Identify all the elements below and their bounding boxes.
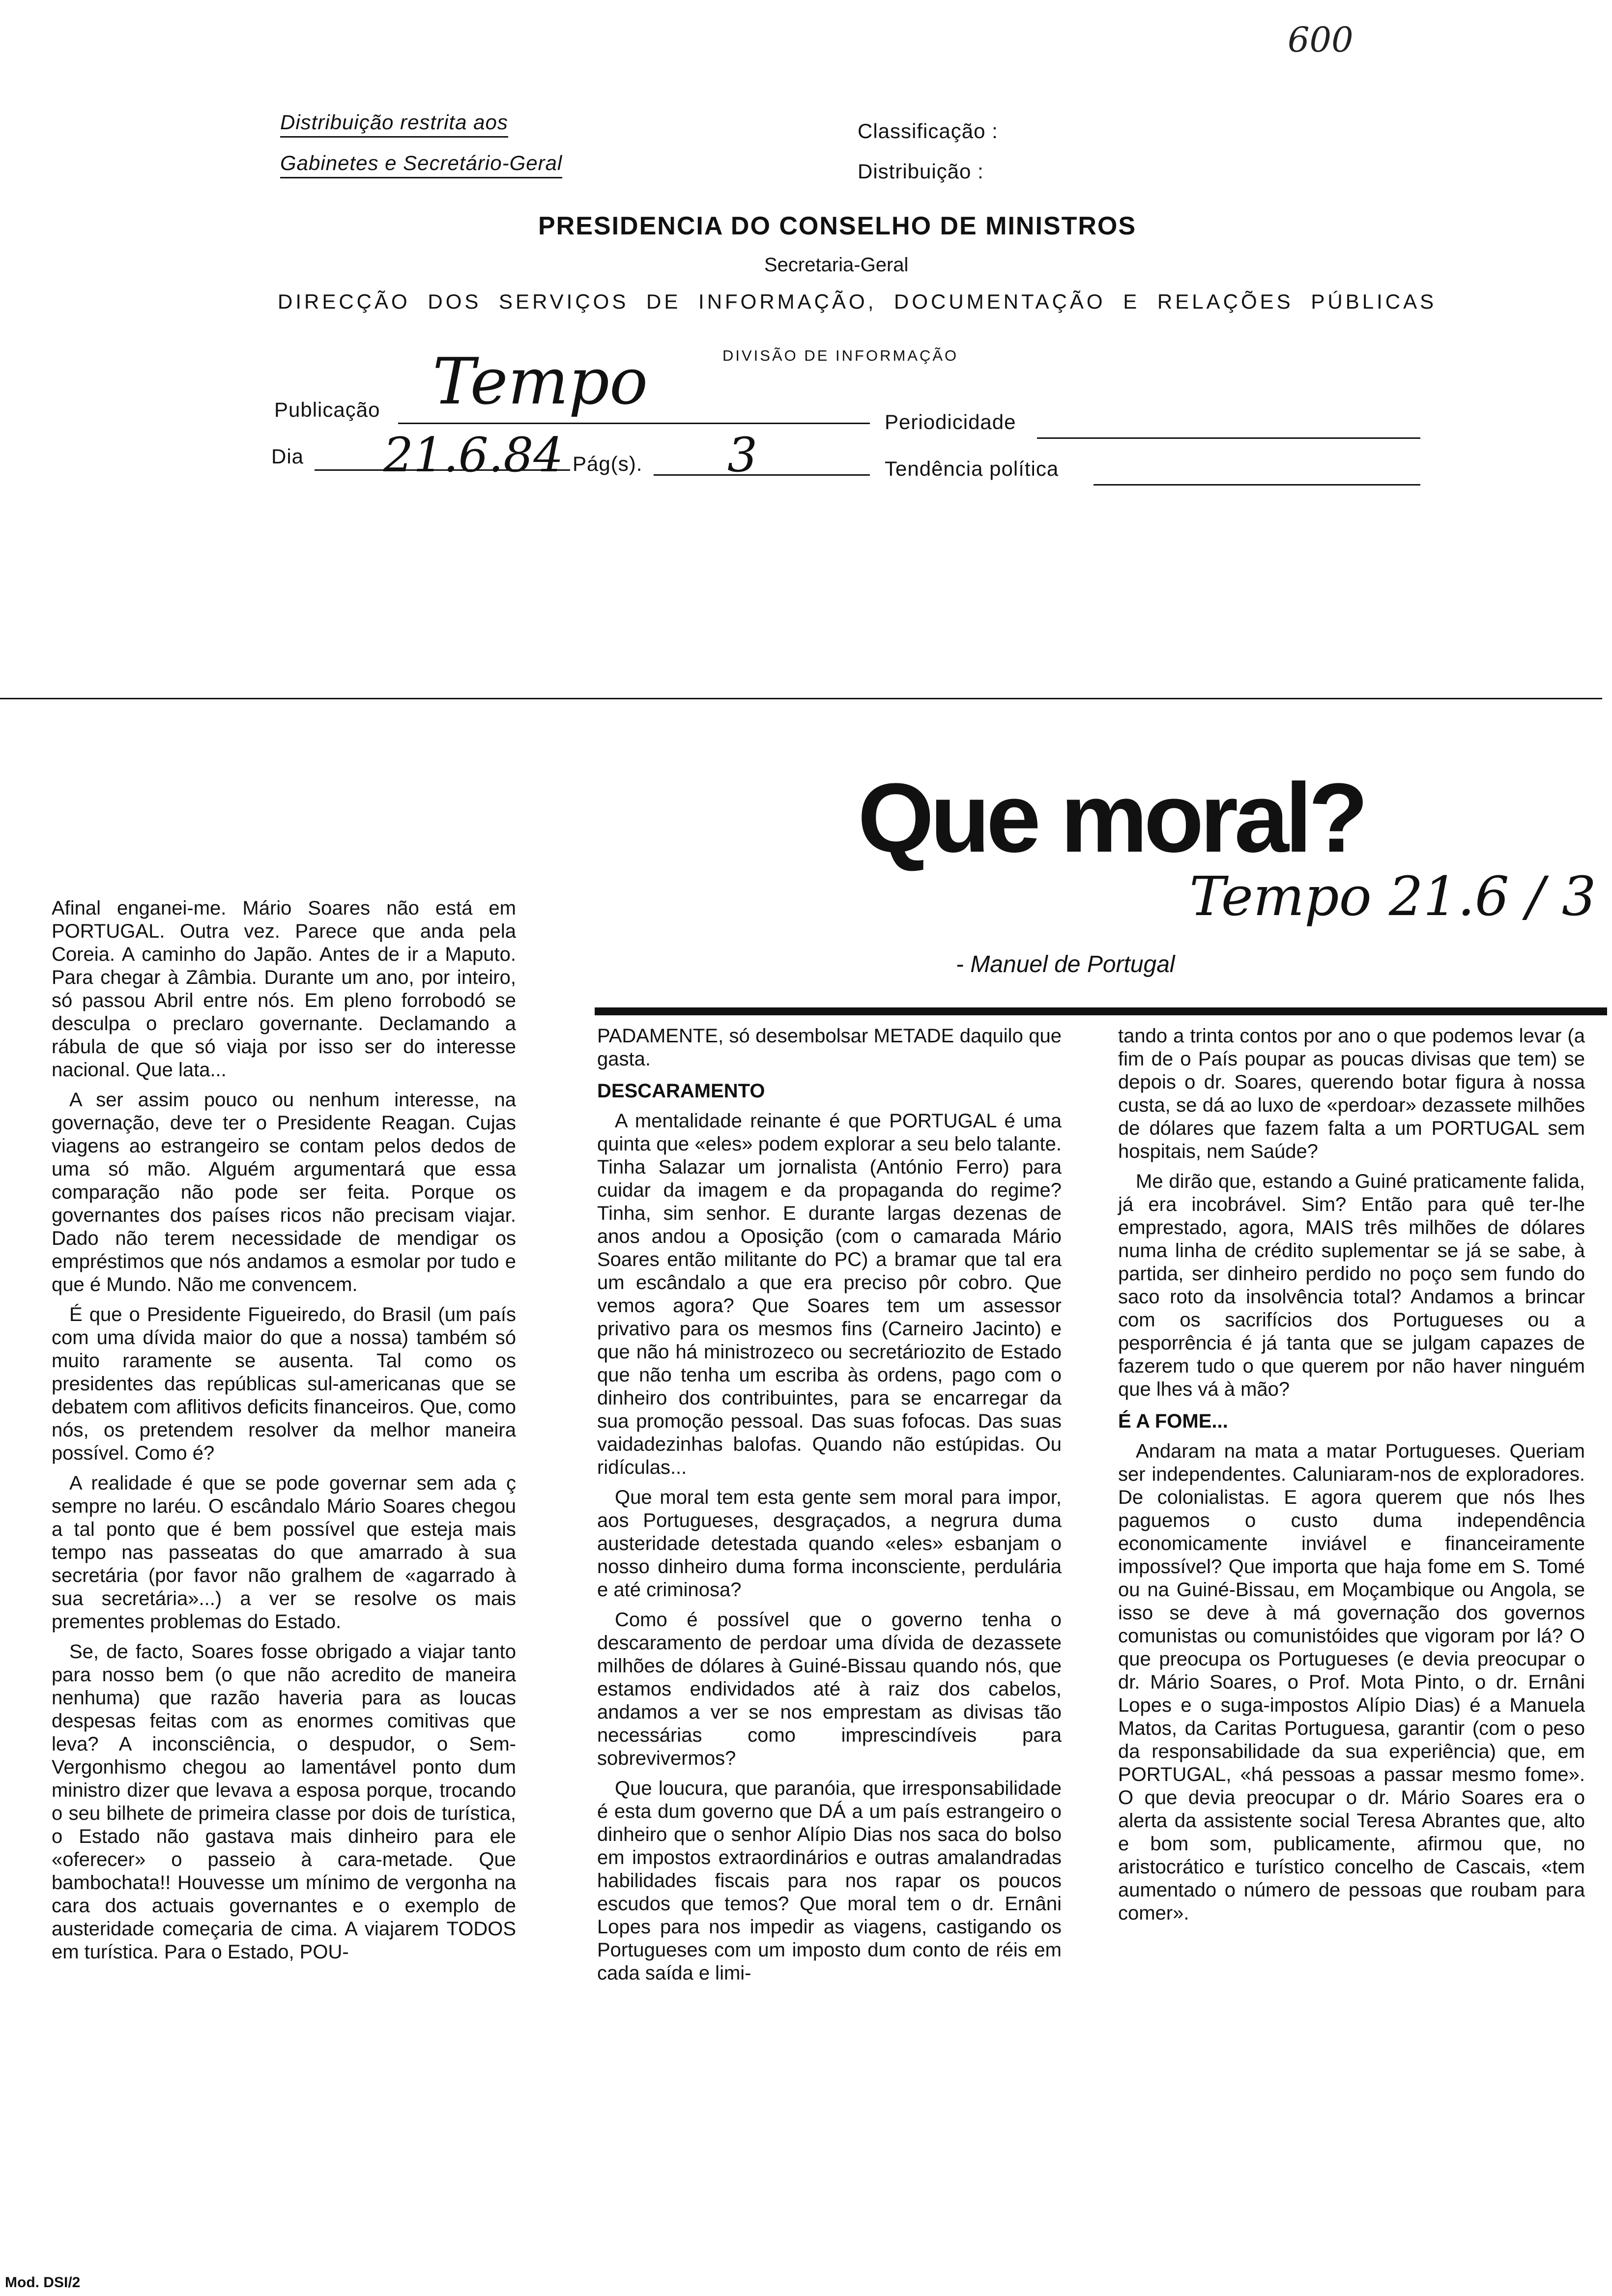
tendencia-label: Tendência política <box>885 457 1059 480</box>
column-2 <box>597 1025 1062 1992</box>
col2-paragraph: Que loucura, que paranóia, que irresponsabilidade é esta dum governo que DÁ a um país estrangeiro o dinheiro que o senhor Alípio Dias nos saca do bolso em impostos extraordinários e outras amalandradas habilidades fiscais para nos rapar os poucos escudos que temos? Que moral tem o dr. Ernâni Lopes para nos impedir as viagens, castigando os Portugueses com um imposto dum conto de réis em cada saída e limi- <box>597 1778 1062 1984</box>
col1-paragraph: É que o Presidente Figueiredo, do Brasil (um país com uma dívida maior do que a nossa) também só muito raramente se ausenta. Tal como os presidentes das repúblicas sul-americanas que se debatem com aflitivos deficits financeiros. Que, como nós, os pretendem resolver da melhor maneira possível. Como é? <box>52 1304 516 1464</box>
handwritten-ref: Tempo 21.6 / 3 <box>1189 865 1596 928</box>
col2-paragraph: A mentalidade reinante é que PORTUGAL é uma quinta que «eles» podem explorar a seu belo talante. Tinha Salazar um jornalista (António Ferro) para cuidar da imagem e da propaganda do regime? Tinha, sim senhor. E durante largas dezenas de anos andou a Oposição (com o camarada Mário Soares então militante do PC) a bramar que tal era um escândalo a que era preciso pôr cobro. Que vemos agora? Que Soares tem um assessor privativo para os mesmos fins (Carneiro Jacinto) e que não há ministrozeco ou secretáriozito de Estado que não tenha um escriba às ordens, pago com o dinheiro dos contribuintes, para se encarregar da sua promoção pessoal. Das suas fofocas. Das suas vaidadezinhas balofas. Quando não estúpidas. Ou ridículas... <box>597 1110 1062 1478</box>
col1-paragraph: Se, de facto, Soares fosse obrigado a viajar tanto para nosso bem (o que não acredito de maneira nenhuma) que razão haveria para as loucas despesas feitas com as enormes comitivas que leva? A inconsciência, o despudor, o Sem-Vergonhismo chegou ao lamentável ponto dum ministro dizer que levava a esposa porque, trocando o seu bilhete de primeira classe por dois de turística, o Estado não gastava mais dinheiro para ele «oferecer» o passeio à cara-metade. Que bambochata!! Houvesse um mínimo de vergonha na cara dos actuais governantes e o exemplo de austeridade começaria de cima. A viajarem TODOS em turística. Para o Estado, POU- <box>52 1641 516 1963</box>
dia-handwritten: 21.6.84 <box>383 428 564 483</box>
periodicidade-line <box>1037 437 1420 439</box>
publicacao-label: Publicação <box>274 398 380 421</box>
col2-paragraph: Como é possível que o governo tenha o descaramento de perdoar uma dívida de dezassete milhões de dólares à Guiné-Bissau quando nós, que estamos endividados até à raiz dos cabelos, andamos a ver se nos emprestam as divisas tão necessárias como imprescindíveis para sobrevivermos? <box>597 1609 1062 1769</box>
col2-top: PADAMENTE, só desembolsar METADE daquilo que gasta. <box>597 1025 1062 1070</box>
publicacao-line <box>398 423 870 424</box>
dia-label: Dia <box>271 445 304 468</box>
restricted-line-2: Gabinetes e Secretário-Geral <box>280 151 562 178</box>
restricted-line-1: Distribuição restrita aos <box>280 111 508 138</box>
clipping-top-rule <box>0 698 1602 699</box>
col3-paragraph: Me dirão que, estando a Guiné praticamente falida, já era incobrável. Sim? Então para quê ter-lhe emprestado, agora, MAIS três milhões de dólares numa linha de crédito suplementar se já se sabe, à partida, ser dinheiro perdido no poço sem fundo do saco roto da insolvência total? Andamos a brincar com os sacrifícios dos Portugueses ou a pesporrência é já tanta que se julgam capazes de fazerem tudo o que querem por não haver ninguém que lhes vá à mão? <box>1118 1171 1585 1400</box>
col1-paragraph: A ser assim pouco ou nenhum interesse, na governação, deve ter o Presidente Reagan. Cujas viagens ao estrangeiro se contam pelos dedos de uma só mão. Alguém argumentará que essa comparação não pode ser feita. Porque os governantes dos países ricos não precisam viajar. Dado não terem necessidade de mendigar os empréstimos que nós andamos a esmolar por tudo e que é Mundo. Não me convencem. <box>52 1089 516 1295</box>
col3-paragraph: Andaram na mata a matar Portugueses. Queriam ser independentes. Caluniaram-nos de exploradores. De colonialistas. E agora querem que nós lhes paguemos o custo duma independência economicamente inviável e financeiramente impossível? Que importa que haja fome em S. Tomé ou na Guiné-Bissau, em Moçambique ou Angola, se isso se deve à má governação dos governos comunistas ou comunistóides que vigoram por lá? O que preocupa os Portugueses (e devia preocupar o dr. Mário Soares, o Prof. Mota Pinto, o dr. Ernâni Lopes e o suga-impostos Alípio Dias) é a Manuela Matos, da Caritas Portuguesa, garantir (com o peso da responsabilidade da sua experiência) que, em PORTUGAL, «há pessoas a passar mesmo fome». O que devia preocupar o dr. Mário Soares era o alerta da assistente social Teresa Abrantes que, alto e bom som, publicamente, afirmou que, no aristocrático e turístico concelho de Cascais, «tem aumentado o número de pessoas que roubam para comer». <box>1118 1440 1585 1924</box>
distribuicao-label: Distribuição : <box>858 160 984 183</box>
pags-label: Pág(s). <box>573 452 643 475</box>
footer-mark: Mod. DSI/2 <box>5 2274 81 2291</box>
column-3 <box>1118 1025 1585 1932</box>
pags-line <box>654 474 870 476</box>
publicacao-handwritten: Tempo <box>432 344 648 419</box>
corner-note: 600 <box>1288 20 1353 60</box>
author: - Manuel de Portugal <box>956 951 1175 977</box>
pags-handwritten: 3 <box>727 428 758 483</box>
article-rule <box>595 1007 1607 1015</box>
col3-paragraph: tando a trinta contos por ano o que podemos levar (a fim de o País poupar as poucas divisas que tem) se depois o dr. Soares, querendo botar figura à nossa custa, se dá ao luxo de «perdoar» dezassete milhões de dólares que fazem falta a um PORTUGAL sem hospitais, nem Saúde? <box>1118 1025 1585 1162</box>
col3-heading: É A FOME... <box>1118 1410 1228 1432</box>
tendencia-line <box>1094 484 1420 486</box>
classificacao-label: Classificação : <box>858 119 998 143</box>
col1-paragraph: Afinal enganei-me. Mário Soares não está em PORTUGAL. Outra vez. Parece que anda pela Coreia. A caminho do Japão. Antes de ir a Maputo. Para chegar à Zâmbia. Durante um ano, por inteiro, só passou Abril entre nós. Em pleno forrobodó se desculpa o preclaro governante. Declamando a rábula de que só viaja por isso ser do interesse nacional. Que lata... <box>52 897 516 1081</box>
subtitle: Secretaria-Geral <box>764 254 909 276</box>
periodicidade-label: Periodicidade <box>885 410 1016 433</box>
col1-paragraph: A realidade é que se pode governar sem ada ç sempre no laréu. O escândalo Mário Soares chegou a tal ponto que é bem possível que esteja mais tempo nas passeatas do que amarrado à sua secretária (por favor não gralhem de «agarrado à sua secretária»...) a ver se resolve os mais prementes problemas do Estado. <box>52 1472 516 1633</box>
headline: Que moral? <box>858 763 1365 873</box>
column-1 <box>52 897 516 1971</box>
col2-heading: DESCARAMENTO <box>597 1080 765 1102</box>
directorate: DIRECÇÃO DOS SERVIÇOS DE INFORMAÇÃO, DOCUMENTAÇÃO E RELAÇÕES PÚBLICAS <box>278 290 1437 313</box>
col2-paragraph: Que moral tem esta gente sem moral para impor, aos Portugueses, desgraçados, a negrura duma austeridade detestada quando «eles» esbanjam o nosso dinheiro duma forma inconsciente, perdulária e até criminosa? <box>597 1487 1062 1601</box>
division: DIVISÃO DE INFORMAÇÃO <box>722 347 959 364</box>
page-title: PRESIDENCIA DO CONSELHO DE MINISTROS <box>538 212 1137 240</box>
